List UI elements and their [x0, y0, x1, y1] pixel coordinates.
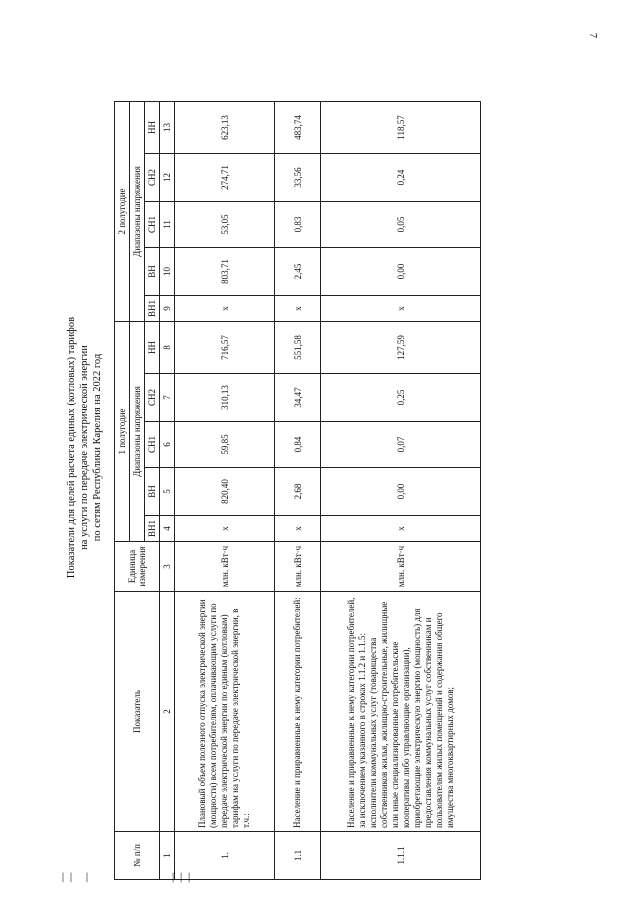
- table-row: [321, 18, 481, 880]
- level-header: СН1: [145, 422, 160, 468]
- header-unit: Единица измерения: [115, 542, 160, 592]
- cell-value: 0,07: [321, 422, 481, 468]
- row-unit: млн. кВт·ч: [275, 542, 321, 592]
- level-header: ВН: [145, 248, 160, 296]
- cell-value: 2,68: [275, 468, 321, 516]
- cell-value: 274,71: [175, 154, 275, 202]
- level-header: ВН1: [145, 296, 160, 322]
- cell-value: 820,40: [175, 468, 275, 516]
- cell-value: 623,13: [175, 102, 275, 154]
- cell-value: 310,13: [175, 374, 275, 422]
- row-num: 1.1: [275, 832, 321, 880]
- column-number: 4: [160, 516, 175, 542]
- header-half2: 2 полугодие: [115, 102, 130, 322]
- row-indicator: Плановый объем полезного отпуска электрической энергии (мощности) всем потребителям, оплачивающим услуги по передаче электрической энергии по единым (котловым) тарифам на услуги по передаче электрической энергии, в т.ч.:: [175, 592, 275, 832]
- column-number: 11: [160, 202, 175, 248]
- cell-value: x: [275, 296, 321, 322]
- column-number: 6: [160, 422, 175, 468]
- cell-value: 118,57: [321, 102, 481, 154]
- cell-value: x: [175, 296, 275, 322]
- title-line: на услуги по передаче электрической энергии: [79, 345, 90, 550]
- level-header: НН: [145, 322, 160, 374]
- row-unit: млн. кВт·ч: [175, 542, 275, 592]
- row-indicator: Население и приравненные к нему категории потребителей:: [275, 592, 321, 832]
- cell-value: x: [175, 516, 275, 542]
- level-header: СН1: [145, 202, 160, 248]
- cell-value: x: [275, 516, 321, 542]
- cell-value: 0,84: [275, 422, 321, 468]
- cell-value: 2,45: [275, 248, 321, 296]
- header-ranges: Диапазоны напряжения: [130, 102, 145, 322]
- cell-value: 551,58: [275, 322, 321, 374]
- column-number: 12: [160, 154, 175, 202]
- column-number: 10: [160, 248, 175, 296]
- rotated-document: [65, 15, 485, 880]
- cell-value: 803,71: [175, 248, 275, 296]
- column-number: 9: [160, 296, 175, 322]
- cell-value: 53,05: [175, 202, 275, 248]
- column-number: 8: [160, 322, 175, 374]
- header-indicator: Показатель: [115, 592, 160, 832]
- row-num: 1.: [175, 832, 275, 880]
- header-num: № п/п: [115, 832, 160, 880]
- cell-value: 127,59: [321, 322, 481, 374]
- document-title: [65, 15, 104, 880]
- cell-value: 0,00: [321, 248, 481, 296]
- cell-value: 34,47: [275, 374, 321, 422]
- row-indicator: [321, 592, 481, 832]
- level-header: ВН1: [145, 516, 160, 542]
- cell-value: 0,24: [321, 154, 481, 202]
- header-ranges: Диапазоны напряжения: [130, 322, 145, 542]
- title-line: по сетям Республики Карелия на 2022 год: [92, 353, 103, 542]
- table-row: [275, 18, 321, 880]
- level-header: ВН: [145, 468, 160, 516]
- cell-value: 0,25: [321, 374, 481, 422]
- cell-value: 716,57: [175, 322, 275, 374]
- cell-value: 0,05: [321, 202, 481, 248]
- tariff-table: [114, 18, 481, 881]
- column-number: 2: [160, 592, 175, 832]
- indicator-line: исполнители коммунальных услуг (товарищества собственников жилья, жилищно-строительные, жилищные или иные специализированные потребительские кооперативы либо управляющие организации), приобретающие электрическую энергию (мощность) для предоставления коммунальных услуг собственникам и пользователям жилых помещений и содержания общего имущества многоквартирных домов;: [367, 601, 455, 828]
- cell-value: 483,74: [275, 102, 321, 154]
- level-header: СН2: [145, 154, 160, 202]
- column-number: 1: [160, 832, 175, 880]
- cell-value: 59,85: [175, 422, 275, 468]
- title-line: Показатели для целей расчета единых (котловых) тарифов: [66, 316, 77, 579]
- cell-value: 0,83: [275, 202, 321, 248]
- cell-value: x: [321, 516, 481, 542]
- cell-value: 0,00: [321, 468, 481, 516]
- column-number: 3: [160, 542, 175, 592]
- cell-value: 33,56: [275, 154, 321, 202]
- column-number: 13: [160, 102, 175, 154]
- column-number: 7: [160, 374, 175, 422]
- table-row: [175, 18, 275, 880]
- scan-mark: || |: [60, 872, 93, 883]
- scan-mark: |||: [170, 872, 195, 883]
- cell-value: x: [321, 296, 481, 322]
- column-number: 5: [160, 468, 175, 516]
- row-unit: млн. кВт·ч: [321, 542, 481, 592]
- page-number: 7: [587, 33, 598, 38]
- level-header: СН2: [145, 374, 160, 422]
- row-num: 1.1.1: [321, 832, 481, 880]
- header-half1: 1 полугодие: [115, 322, 130, 542]
- indicator-line: Население и приравненные к нему категории потребителей, за исключением указанного в строках 1.1.2 и 1.1.5:: [345, 597, 367, 828]
- level-header: НН: [145, 102, 160, 154]
